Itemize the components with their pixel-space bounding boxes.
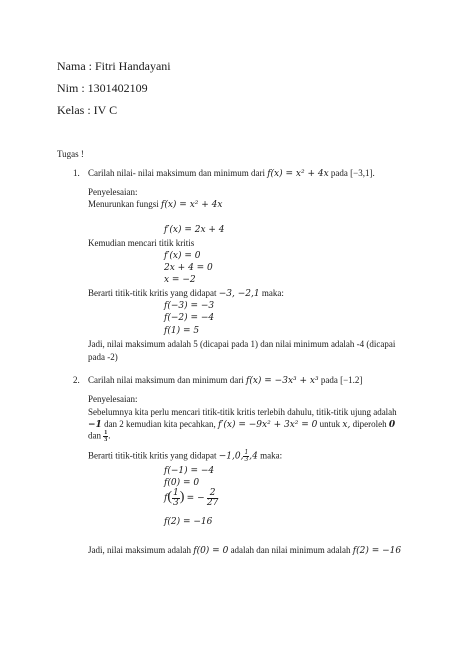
q1-step-3: x = −2	[164, 275, 196, 285]
q2-diperoleh: diperoleh	[352, 419, 387, 429]
nim-line: Nim : 1301402109	[57, 81, 148, 95]
q2-line-2-text: dan 2 kemudian kita pecahkan,	[104, 419, 216, 429]
q1-menurunkan-function: f(x) = x² + 4x	[161, 200, 223, 210]
q2-jadi-b: adalah dan nilai minimum adalah	[230, 545, 351, 555]
q2-untuk: untuk	[319, 419, 341, 429]
q2-value-2: f(0) = 0	[164, 478, 200, 488]
q2-fraction-den: 3	[104, 437, 108, 443]
q1-berarti-maka: maka:	[261, 288, 284, 298]
q1-menurunkan	[88, 199, 222, 210]
q2-text-b: pada [−1.2]	[320, 375, 363, 385]
q1-step-2: 2x + 4 = 0	[164, 263, 213, 273]
name-line: Nama : Fitri Handayani	[57, 59, 171, 73]
q2-critical-b: ,4	[249, 451, 258, 462]
q2-berarti-maka: maka:	[260, 450, 283, 461]
q1-text-a: Carilah nilai- nilai maksimum dan minimum dari	[88, 168, 265, 178]
q1-number: 1.	[73, 168, 80, 178]
q2-statement	[88, 375, 362, 386]
q1-conclusion-line-1: Jadi, nilai maksimum adalah 5 (dicapai pada 1) dan nilai minimum adalah -4 (dicapai	[88, 339, 396, 349]
q2-value-3-arg	[172, 489, 180, 508]
q2-line-1: Sebelumnya kita perlu mencari titik-titik kritis terlebih dahulu, titik-titik ujung adalah	[88, 407, 397, 417]
tugas-heading: Tugas !	[57, 149, 84, 159]
q2-conclusion	[88, 545, 401, 556]
q2-value-3-arg-num: 1	[173, 488, 179, 498]
q1-value-2: f(−2) = −4	[164, 313, 215, 323]
q1-function: f(x) = x² + 4x	[267, 169, 329, 179]
q2-value-3-result-den: 27	[206, 498, 219, 508]
q2-berarti	[88, 450, 282, 463]
q1-statement	[88, 168, 375, 179]
q1-derivative: f′(x) = 2x + 4	[164, 225, 225, 235]
q2-jadi-a: Jadi, nilai maksimum adalah	[88, 545, 191, 555]
q2-value-1: f(−1) = −4	[164, 466, 215, 476]
q2-value-4: f(2) = −16	[164, 517, 213, 527]
q1-step-1: f′(x) = 0	[164, 251, 201, 261]
q2-min-value: f(2) = −16	[352, 546, 402, 556]
q2-value-3-f: f	[164, 493, 168, 504]
q2-number: 2.	[73, 375, 80, 385]
q2-value-3-result	[207, 489, 218, 508]
q1-berarti-text: Berarti titik-titik kritis yang didapat	[88, 288, 217, 298]
q2-endpoint-a: −1	[88, 420, 102, 430]
q2-value-3: f( $\frac{1}{3}$ ) = − $\frac{2}{27}$	[164, 488, 219, 508]
q1-penyelesaian: Penyelesaian:	[88, 187, 138, 197]
q1-menurunkan-text: Menurunkan fungsi	[88, 199, 159, 209]
q2-value-3-result-num: 2	[207, 489, 218, 499]
q2-text-a: Carilah nilai maksimum dan minimum dari	[88, 375, 244, 385]
q1-berarti	[88, 288, 284, 299]
q2-critical-fraction-den: 3	[244, 456, 249, 463]
q2-dan: dan	[88, 430, 101, 441]
q2-critical-fraction-num: 1	[244, 449, 249, 456]
q2-fraction-num: 1	[104, 430, 108, 436]
q1-value-1: f(−3) = −3	[164, 301, 215, 311]
q2-one-third-fraction	[103, 430, 108, 443]
q1-conclusion-line-2: pada -2)	[88, 352, 118, 362]
q1-text-b: pada [−3,1].	[330, 168, 375, 178]
q1-value-3: f(1) = 5	[164, 326, 200, 336]
q2-function: f(x) = −3x³ + x³	[245, 376, 319, 386]
q1-kemudian: Kemudian mencari titik kritis	[88, 238, 195, 248]
q2-max-value: f(0) = 0	[193, 546, 229, 556]
q2-zero: 0	[388, 420, 396, 430]
kelas-line: Kelas : IV C	[57, 103, 118, 117]
q2-value-3-arg-den: 3	[173, 498, 179, 508]
q2-line-3: dan $\frac{1}{3}$ .	[88, 430, 111, 443]
q2-value-3-eq: = −	[186, 493, 205, 504]
q2-x-var: x,	[342, 420, 351, 430]
q2-line-2	[88, 419, 395, 430]
q2-derivative-eq: f′(x) = −9x² + 3x² = 0	[218, 420, 318, 430]
q2-critical-a: −1,0,	[218, 451, 244, 462]
q2-berarti-text: Berarti titik-titik kritis yang didapat	[88, 450, 217, 461]
q1-critical-points: −3, −2,1	[218, 289, 260, 299]
q2-penyelesaian: Penyelesaian:	[88, 394, 138, 404]
